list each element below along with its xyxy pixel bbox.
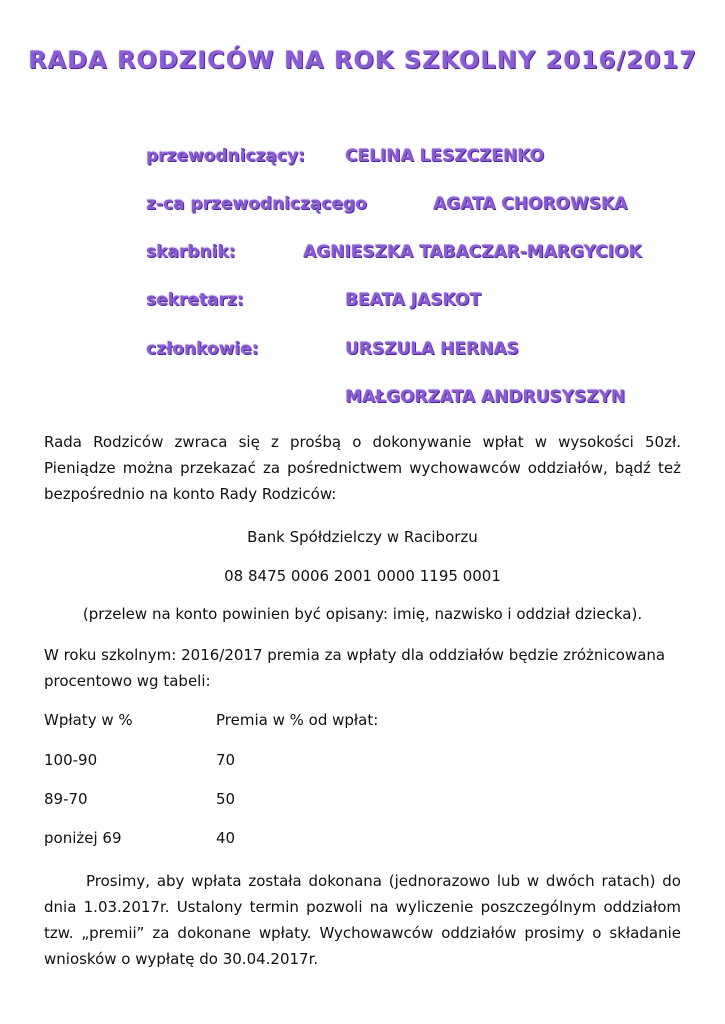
intro-paragraph: Rada Rodziców zwraca się z prośbą o dokonywanie wpłat w wysokości 50zł. Pieniądze można przekazać za pośrednictwem wychowawców oddziałów, bądź też bezpośrednio na konto Rady Rodziców: — [44, 433, 681, 503]
bank-name: Bank Spółdzielczy w Raciborzu — [247, 528, 478, 546]
board-person: AGNIESZKA TABACZAR-MARGYCIOK — [303, 242, 642, 262]
table-cell-range: 100-90 — [44, 751, 98, 769]
table-cell-range: 89-70 — [44, 790, 88, 808]
table-cell-range: poniżej 69 — [44, 829, 122, 847]
table-header-premium: Premia w % od wpłat: — [216, 711, 379, 729]
account-number: 08 8475 0006 2001 0000 1195 0001 — [224, 567, 501, 585]
table-cell-premium: 70 — [216, 751, 236, 769]
board-person: MAŁGORZATA ANDRUSYSZYN — [345, 387, 626, 407]
table-cell-premium: 50 — [216, 790, 236, 808]
board-person: CELINA LESZCZENKO — [345, 146, 545, 166]
board-role: sekretarz: — [146, 290, 244, 310]
board-role: skarbnik: — [146, 242, 236, 262]
closing-paragraph: Prosimy, aby wpłata została dokonana (jednorazowo lub w dwóch ratach) do dnia 1.03.2017r. Ustalony termin pozwoli na wyliczenie poszczególnym oddziałom tzw. „premii” za dokonane wpłaty. Wychowawców oddziałów prosimy o składanie wniosków o wypłatę do 30.04.2017r. — [44, 872, 681, 968]
board-role: przewodniczący: — [146, 146, 305, 166]
board-role: z-ca przewodniczącego — [146, 194, 367, 214]
premium-intro: W roku szkolnym: 2016/2017 premia za wpłaty dla oddziałów będzie zróżnicowana procentowo wg tabeli: — [44, 646, 666, 690]
board-person: AGATA CHOROWSKA — [433, 194, 628, 214]
table-header-payments: Wpłaty w % — [44, 711, 133, 729]
board-person: BEATA JASKOT — [345, 290, 481, 310]
table-cell-premium: 40 — [216, 829, 236, 847]
transfer-note: (przelew na konto powinien być opisany: imię, nazwisko i oddział dziecka). — [82, 605, 643, 623]
board-person: URSZULA HERNAS — [345, 339, 519, 359]
board-role: członkowie: — [146, 339, 259, 359]
page-title: RADA RODZICÓW NA ROK SZKOLNY 2016/2017 — [28, 46, 697, 74]
